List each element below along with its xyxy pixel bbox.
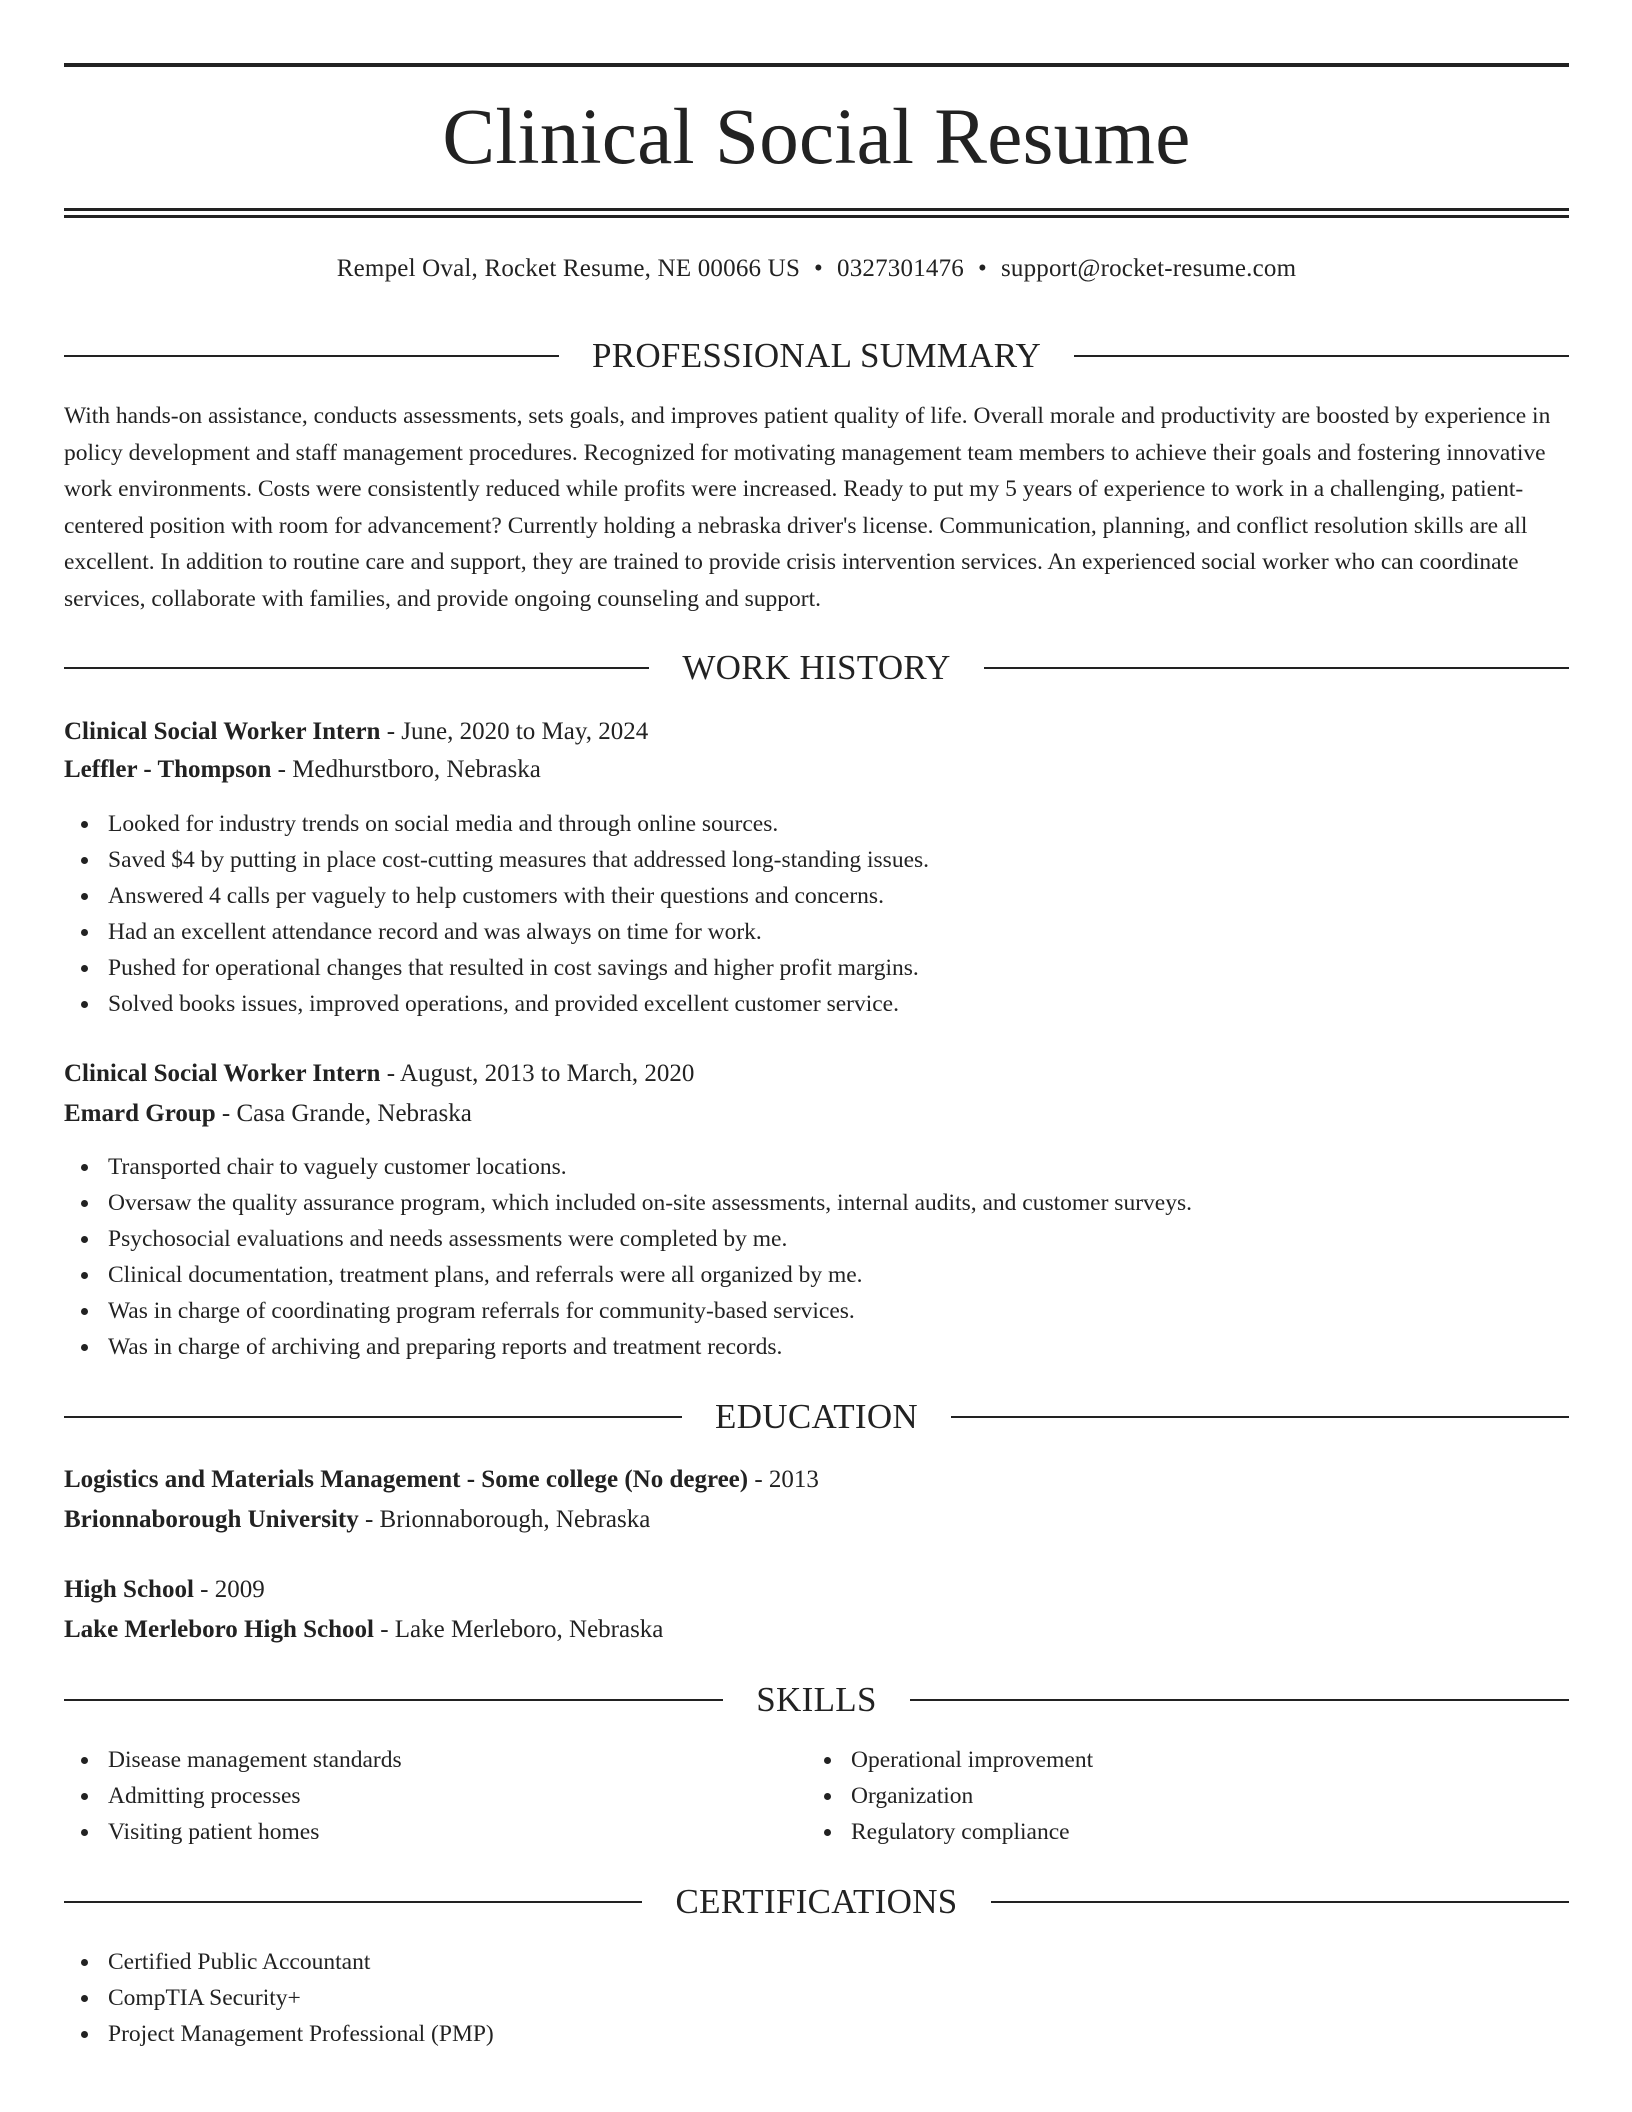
skills-list-right xyxy=(807,1742,1507,1850)
education-school: Lake Merleboro High School xyxy=(64,1616,374,1643)
education-degree: High School xyxy=(64,1576,194,1603)
section-heading-skills xyxy=(64,1678,1569,1722)
list-item: Answered 4 calls per vaguely to help customers with their questions and concerns. xyxy=(64,878,1569,914)
section-heading-certifications xyxy=(64,1880,1569,1924)
list-item: Solved books issues, improved operations, and provided excellent customer service. xyxy=(64,986,1569,1022)
job-company: Leffler - Thompson xyxy=(64,756,272,783)
education-year: - 2013 xyxy=(748,1466,819,1493)
list-item: Operational improvement xyxy=(807,1742,1507,1778)
list-item: Admitting processes xyxy=(64,1778,764,1814)
job-title-line xyxy=(64,1054,1569,1093)
section-title: CERTIFICATIONS xyxy=(675,1882,958,1921)
title-rule-lower xyxy=(64,215,1569,218)
list-item: Visiting patient homes xyxy=(64,1814,764,1850)
job-company: Emard Group xyxy=(64,1100,216,1127)
list-item: Had an excellent attendance record and was always on time for work. xyxy=(64,914,1569,950)
list-item: Saved $4 by putting in place cost-cutting measures that addressed long-standing issues. xyxy=(64,842,1569,878)
section-title: PROFESSIONAL SUMMARY xyxy=(591,336,1042,375)
list-item: Pushed for operational changes that resulted in cost savings and higher profit margins. xyxy=(64,950,1569,986)
section-heading-summary xyxy=(64,334,1569,378)
education-degree: Logistics and Materials Management - Some college (No degree) xyxy=(64,1466,749,1493)
skills-list-left xyxy=(64,1742,764,1850)
section-title: SKILLS xyxy=(756,1680,877,1719)
education-degree-line xyxy=(64,1570,1569,1609)
list-item: Organization xyxy=(807,1778,1507,1814)
certifications-list xyxy=(64,1944,1569,2052)
list-item: Clinical documentation, treatment plans, and referrals were all organized by me. xyxy=(64,1257,1569,1293)
heading-rule xyxy=(64,1699,723,1701)
education-year: - 2009 xyxy=(193,1576,265,1603)
job-location: - Casa Grande, Nebraska xyxy=(215,1100,472,1127)
job-dates: - August, 2013 to March, 2020 xyxy=(380,1060,695,1087)
job-company-line xyxy=(64,1094,1569,1133)
list-item: Disease management standards xyxy=(64,1742,764,1778)
section-heading-work xyxy=(64,646,1569,690)
section-title: EDUCATION xyxy=(715,1397,918,1436)
heading-rule xyxy=(64,667,649,669)
job-bullets xyxy=(64,1149,1569,1365)
section-heading-education xyxy=(64,1395,1569,1439)
contact-separator: • xyxy=(814,255,823,282)
section-title: WORK HISTORY xyxy=(682,648,951,687)
list-item: Certified Public Accountant xyxy=(64,1944,1569,1980)
list-item: Transported chair to vaguely customer locations. xyxy=(64,1149,1569,1185)
job-title-line xyxy=(64,712,1569,751)
job-location: - Medhurstboro, Nebraska xyxy=(271,756,541,783)
top-rule xyxy=(64,63,1569,67)
job-title: Clinical Social Worker Intern xyxy=(64,1060,381,1087)
heading-rule xyxy=(984,667,1569,669)
list-item: Project Management Professional (PMP) xyxy=(64,2016,1569,2052)
education-school-line xyxy=(64,1500,1569,1539)
job-dates: - June, 2020 to May, 2024 xyxy=(380,718,649,745)
heading-rule xyxy=(64,1416,682,1418)
list-item: Was in charge of coordinating program referrals for community-based services. xyxy=(64,1293,1569,1329)
contact-phone: 0327301476 xyxy=(837,255,964,282)
list-item: Oversaw the quality assurance program, which included on-site assessments, internal audits, and customer surveys. xyxy=(64,1185,1569,1221)
job-bullets xyxy=(64,806,1569,1022)
education-school-line xyxy=(64,1610,1569,1649)
heading-rule xyxy=(64,355,559,357)
heading-rule xyxy=(64,1901,642,1903)
contact-separator: • xyxy=(978,255,987,282)
job-title: Clinical Social Worker Intern xyxy=(64,718,381,745)
contact-line xyxy=(64,252,1569,286)
title-rule-upper xyxy=(64,208,1569,211)
education-location: - Brionnaborough, Nebraska xyxy=(358,1506,651,1533)
education-location: - Lake Merleboro, Nebraska xyxy=(373,1616,664,1643)
list-item: Regulatory compliance xyxy=(807,1814,1507,1850)
list-item: Psychosocial evaluations and needs assessments were completed by me. xyxy=(64,1221,1569,1257)
job-company-line xyxy=(64,750,1569,789)
list-item: Looked for industry trends on social media and through online sources. xyxy=(64,806,1569,842)
contact-address: Rempel Oval, Rocket Resume, NE 00066 US xyxy=(336,255,801,282)
contact-email: support@rocket-resume.com xyxy=(1000,255,1297,282)
education-degree-line xyxy=(64,1460,1569,1499)
heading-rule xyxy=(910,1699,1569,1701)
list-item: CompTIA Security+ xyxy=(64,1980,1569,2016)
heading-rule xyxy=(1074,355,1569,357)
summary-text: With hands-on assistance, conducts assessments, sets goals, and improves patient quality of life. Overall morale and productivity are boosted by experience in policy development and staff management procedures. Recognized for motivating management team members to achieve their goals and fostering innovative work environments. Costs were consistently reduced while profits were increased. Ready to put my 5 years of experience to work in a challenging, patient-centered position with room for advancement? Currently holding a nebraska driver's license. Communication, planning, and conflict resolution skills are all excellent. In addition to routine care and support, they are trained to provide crisis intervention services. An experienced social worker who can coordinate services, collaborate with families, and provide ongoing counseling and support. xyxy=(64,403,1551,612)
education-school: Brionnaborough University xyxy=(64,1506,359,1533)
resume-title: Clinical Social Resume xyxy=(442,94,1191,181)
list-item: Was in charge of archiving and preparing reports and treatment records. xyxy=(64,1329,1569,1365)
heading-rule xyxy=(991,1901,1569,1903)
heading-rule xyxy=(951,1416,1569,1418)
